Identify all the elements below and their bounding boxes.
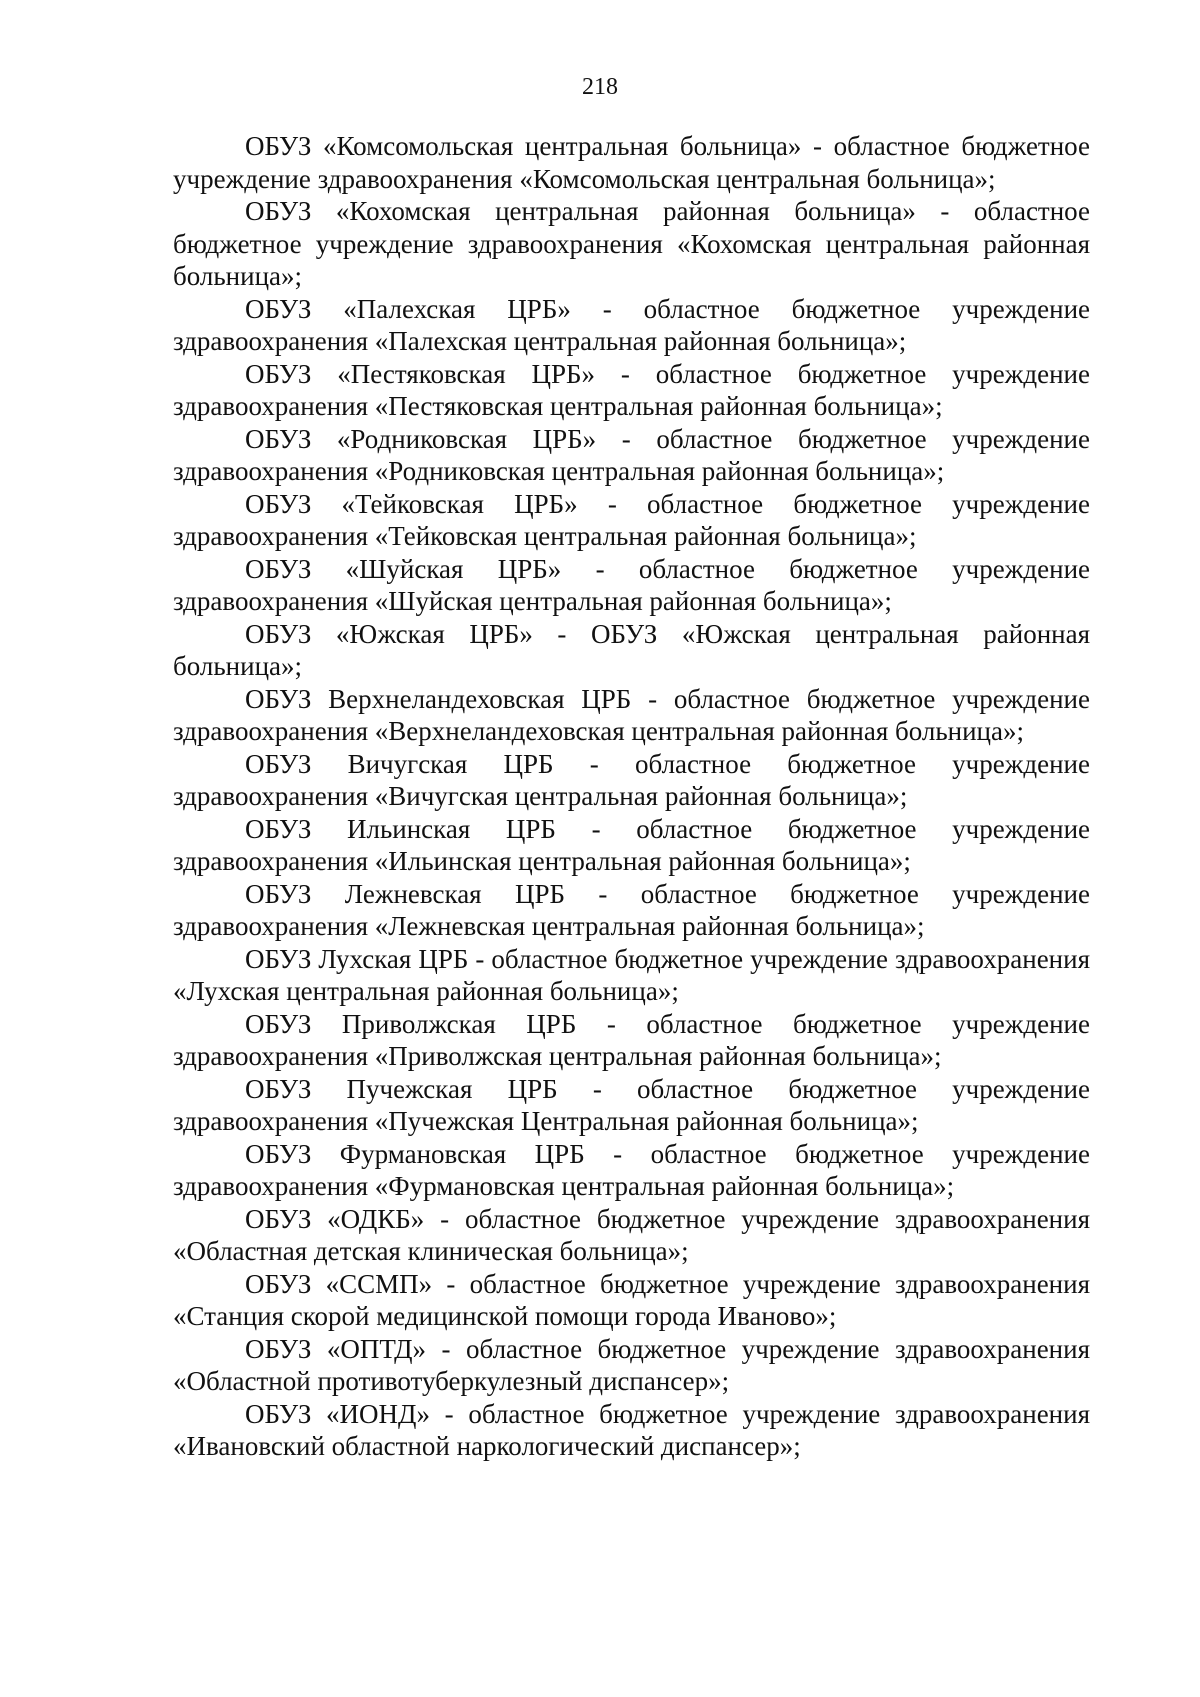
- institution-entry: ОБУЗ «Шуйская ЦРБ» - областное бюджетное учреждение здравоохранения «Шуйская центральная районная больница»;: [173, 553, 1090, 616]
- institution-entry: ОБУЗ Фурмановская ЦРБ - областное бюджетное учреждение здравоохранения «Фурмановская центральная районная больница»;: [173, 1138, 1090, 1201]
- institution-entry: ОБУЗ «ОДКБ» - областное бюджетное учреждение здравоохранения «Областная детская клиническая больница»;: [173, 1203, 1090, 1266]
- institution-entry: ОБУЗ Лухская ЦРБ - областное бюджетное учреждение здравоохранения «Лухская центральная районная больница»;: [173, 943, 1090, 1006]
- institution-entry: ОБУЗ Лежневская ЦРБ - областное бюджетное учреждение здравоохранения «Лежневская центральная районная больница»;: [173, 878, 1090, 941]
- institution-entry: ОБУЗ «Палехская ЦРБ» - областное бюджетное учреждение здравоохранения «Палехская центральная районная больница»;: [173, 293, 1090, 356]
- institution-entry: ОБУЗ Пучежская ЦРБ - областное бюджетное учреждение здравоохранения «Пучежская Центральная районная больница»;: [173, 1073, 1090, 1136]
- institution-entry: ОБУЗ «ССМП» - областное бюджетное учреждение здравоохранения «Станция скорой медицинской помощи города Иваново»;: [173, 1268, 1090, 1331]
- institution-entry: ОБУЗ «Комсомольская центральная больница» - областное бюджетное учреждение здравоохранения «Комсомольская центральная больница»;: [173, 131, 1090, 194]
- institution-entry: ОБУЗ «Кохомская центральная районная больница» - областное бюджетное учреждение здравоохранения «Кохомская центральная районная больница»;: [173, 196, 1090, 291]
- institution-entry: ОБУЗ Верхнеландеховская ЦРБ - областное бюджетное учреждение здравоохранения «Верхнеландеховская центральная районная больница»;: [173, 683, 1090, 746]
- page-number: 218: [582, 74, 618, 100]
- institution-entry: ОБУЗ «Родниковская ЦРБ» - областное бюджетное учреждение здравоохранения «Родниковская центральная районная больница»;: [173, 423, 1090, 486]
- institution-entry: ОБУЗ Ильинская ЦРБ - областное бюджетное учреждение здравоохранения «Ильинская центральная районная больница»;: [173, 813, 1090, 876]
- institution-entry: ОБУЗ «ОПТД» - областное бюджетное учреждение здравоохранения «Областной противотуберкулезный диспансер»;: [173, 1333, 1090, 1396]
- institution-entry: ОБУЗ «Тейковская ЦРБ» - областное бюджетное учреждение здравоохранения «Тейковская центральная районная больница»;: [173, 488, 1090, 551]
- institution-entry: ОБУЗ «Южская ЦРБ» - ОБУЗ «Южская центральная районная больница»;: [173, 618, 1090, 681]
- institution-entry: ОБУЗ Приволжская ЦРБ - областное бюджетное учреждение здравоохранения «Приволжская центральная районная больница»;: [173, 1008, 1090, 1071]
- institution-entry: ОБУЗ «ИОНД» - областное бюджетное учреждение здравоохранения «Ивановский областной наркологический диспансер»;: [173, 1398, 1090, 1461]
- institution-entry: ОБУЗ «Пестяковская ЦРБ» - областное бюджетное учреждение здравоохранения «Пестяковская центральная районная больница»;: [173, 358, 1090, 421]
- institution-list: [173, 130, 1090, 1463]
- institution-entry: ОБУЗ Вичугская ЦРБ - областное бюджетное учреждение здравоохранения «Вичугская центральная районная больница»;: [173, 748, 1090, 811]
